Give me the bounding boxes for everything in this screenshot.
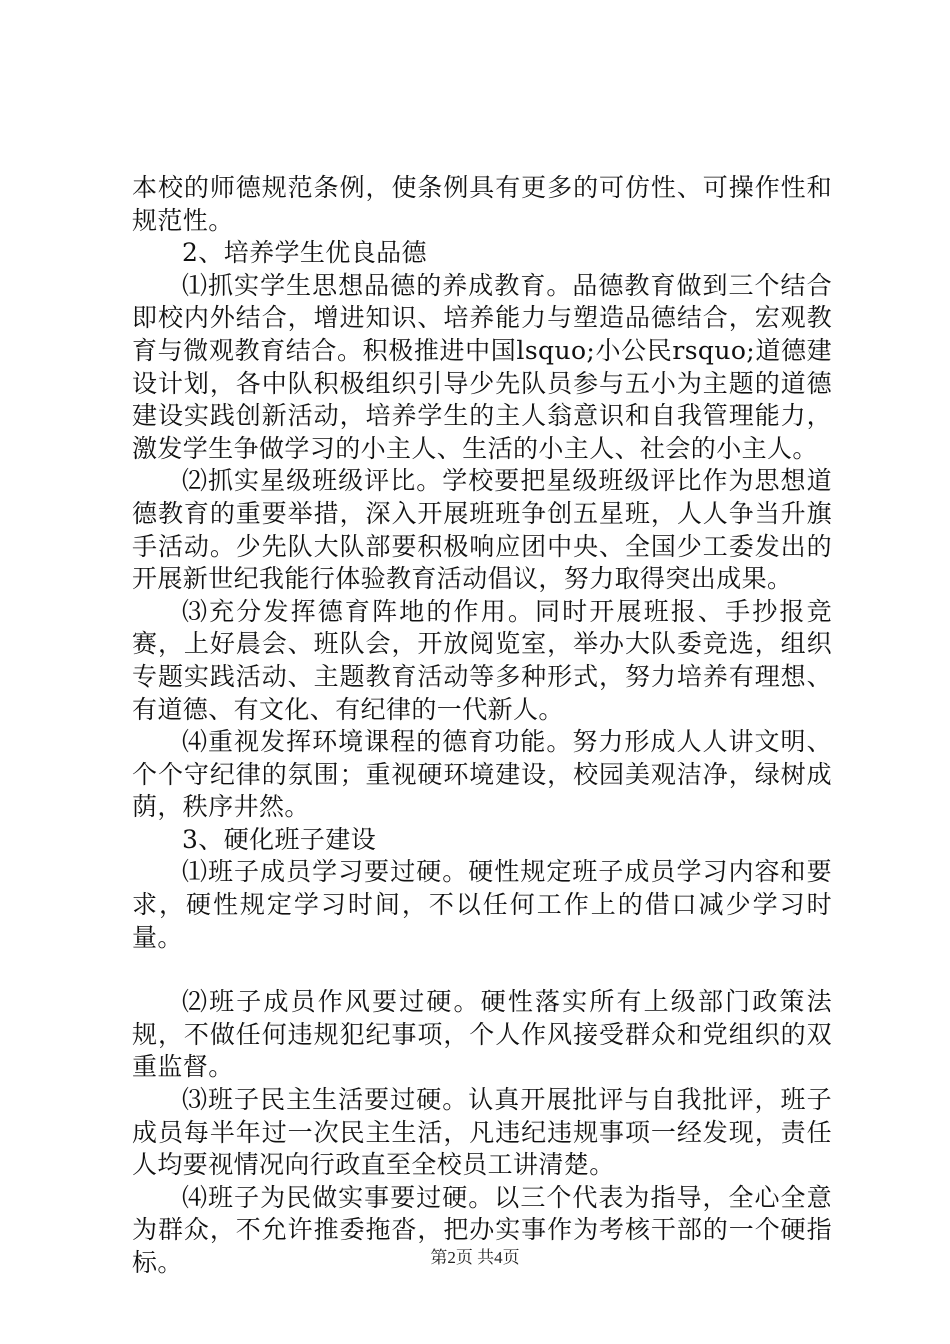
page-footer (0, 1243, 950, 1268)
paragraph-spacer (132, 954, 832, 986)
paragraph-3-3: ⑶班子民主生活要过硬。认真开展批评与自我批评，班子成员每半年过一次民主生活，凡违纪违规事项一经发现，责任人均要视情况向行政直至全校员工讲清楚。 (132, 1085, 832, 1180)
paragraph-2-2: ⑵抓实星级班级评比。学校要把星级班级评比作为思想道德教育的重要举措，深入开展班班争创五星班，人人争当升旗手活动。少先队大队部要积极响应团中央、全国少工委发出的开展新世纪我能行体验教育活动倡议，努力取得突出成果。 (132, 466, 832, 594)
section-heading-2: 2、培养学生优良品德 (182, 238, 427, 268)
paragraph-2-3: ⑶充分发挥德育阵地的作用。同时开展班报、手抄报竞赛，上好晨会、班队会，开放阅览室，举办大队委竞选，组织专题实践活动、主题教育活动等多种形式，努力培养有理想、有道德、有文化、有纪律的一代新人。 (132, 596, 832, 724)
document-body (132, 172, 832, 1280)
page-number: 第2页 共4页 (430, 1248, 520, 1267)
paragraph-2-1: ⑴抓实学生思想品德的养成教育。品德教育做到三个结合即校内外结合，增进知识、培养能力与塑造品德结合，宏观教育与微观教育结合。积极推进中国lsquo;小公民rsquo;道德建设计划，各中队积极组织引导少先队员参与五小为主题的道德建设实践创新活动，培养学生的主人翁意识和自我管理能力，激发学生争做学习的小主人、生活的小主人、社会的小主人。 (132, 270, 832, 463)
paragraph-3-2: ⑵班子成员作风要过硬。硬性落实所有上级部门政策法规，不做任何违规犯纪事项，个人作风接受群众和党组织的双重监督。 (132, 987, 832, 1082)
paragraph-2-4: ⑷重视发挥环境课程的德育功能。努力形成人人讲文明、个个守纪律的氛围；重视硬环境建设，校园美观洁净，绿树成荫，秩序井然。 (132, 727, 832, 822)
paragraph-3-4: ⑷班子为民做实事要过硬。以三个代表为指导，全心全意为群众，不允许推委拖沓，把办实事作为考核干部的一个硬指标。 (132, 1182, 832, 1277)
paragraph-3-1: ⑴班子成员学习要过硬。硬性规定班子成员学习内容和要求，硬性规定学习时间，不以任何工作上的借口减少学习时量。 (132, 857, 832, 952)
section-heading-3: 3、硬化班子建设 (182, 824, 377, 854)
paragraph-continuation: 本校的师德规范条例，使条例具有更多的可仿性、可操作性和规范性。 (132, 173, 832, 235)
